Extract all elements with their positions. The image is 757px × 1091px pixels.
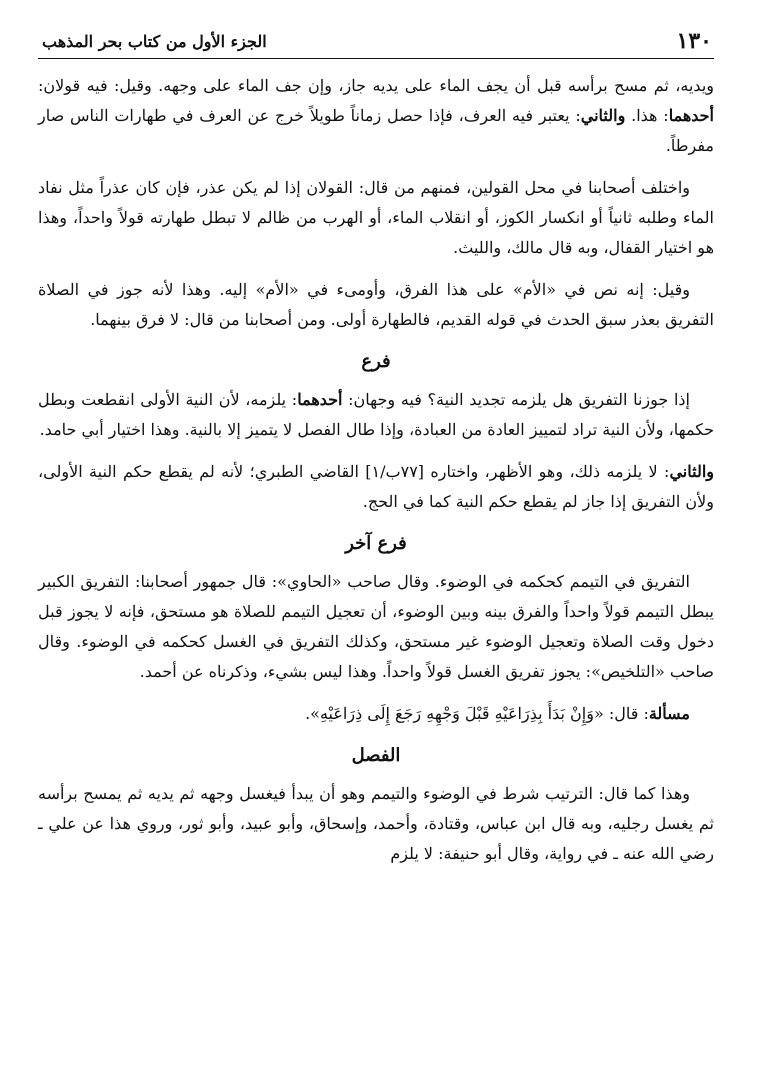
text-run: : يلزمه، لأن النية الأولى انقطعت وبطل حكمها، ولأن النية تراد لتمييز العادة من العبادة، وإذا طال الفصل لا يتميز إلا بالنية. وهذا اختيار أبي حامد. (38, 390, 714, 439)
book-title: الجزء الأول من كتاب بحر المذهب (42, 32, 267, 51)
text-run: ويديه، ثم مسح برأسه قبل أن يجف الماء على يديه جاز، وإن جف الماء على وجهه. (158, 76, 715, 95)
paragraph (38, 275, 714, 335)
page-body (38, 71, 714, 869)
bold-term: والثاني (580, 106, 626, 125)
text-run: التفريق في التيمم كحكمه في الوضوء. وقال صاحب «الحاوي»: قال جمهور أصحابنا: التفريق الكبير يبطل التيمم قولاً واحداً والفرق بينه وبين الوضوء، أن تعجيل التيمم للصلاة هو مستحق، فإنه لا يجوز قبل دخول وقت الصلاة وتعجيل الوضوء غير مستحق، وكذلك التفريق في الغسل كحكمه في الوضوء. وقال صاحب «التلخيص»: يجوز تفريق الغسل قولاً واحداً. وهذا ليس بشيء، وذكرناه عن أحمد. (38, 572, 715, 681)
running-head (38, 28, 714, 59)
bold-term: أحدهما (297, 390, 343, 409)
paragraph (38, 567, 714, 687)
bold-term: أحدهما (668, 106, 714, 125)
page (38, 28, 714, 881)
text-run: إذا جوزنا التفريق هل يلزمه تجديد النية؟ فيه وجهان: (342, 390, 690, 409)
text-run: وقيل: فيه قولان: (38, 76, 159, 95)
text-run: وقيل: إنه نص في «الأم» على هذا الفرق، وأومىء في «الأم» إليه. وهذا لأنه جوز في الصلاة التفريق بعذر سبق الحدث في قوله القديم، فالطهارة أولى. ومن أصحابنا من قال: لا فرق بينهما. (38, 280, 714, 329)
section-heading: فرع آخر (345, 533, 407, 554)
text-run: وهذا كما قال: الترتيب شرط في الوضوء والتيمم وهو أن يبدأ فيغسل وجهه ثم يديه ثم يمسح برأسه ثم يغسل رجليه، وبه قال ابن عباس، وقتادة، وأحمد، وإسحاق، وأبو عبيد، وأبو ثور، وروي هذا عن علي ـ رضي الله عنه ـ في رواية، وقال أبو حنيفة: لا يلزم (38, 784, 714, 863)
paragraph (38, 779, 714, 869)
bold-term: مسألة (648, 704, 690, 723)
text-run: : قال: «وَإِنْ بَدَأَ بِذِرَاعَيْهِ قَبْلَ وَجْهِهِ رَجَعَ إِلَى ذِرَاعَيْهِ». (305, 704, 649, 723)
paragraph (38, 71, 714, 161)
paragraph (38, 457, 714, 517)
page-number: ١٣٠ (676, 28, 712, 54)
paragraph (38, 385, 714, 445)
paragraph (38, 173, 714, 263)
section-heading: الفصل (351, 745, 401, 766)
text-run: : يعتبر فيه العرف، فإذا حصل زماناً طويلاً خرج عن العرف في طهارات الناس صار مفرطاً. (38, 106, 714, 155)
section-heading: فرع (361, 351, 391, 372)
bold-term: والثاني (669, 462, 714, 481)
paragraph (38, 699, 714, 729)
text-run: : هذا. (625, 106, 669, 125)
text-run: واختلف أصحابنا في محل القولين، فمنهم من قال: القولان إذا لم يكن عذر، فإن كان عذراً مثل نفاد الماء وطلبه ثانياً أو انكسار الكوز، أو انقلاب الماء، أو الهرب من ظالم لا تبطل طهارته قولاً واحداً، وهذا هو اختيار القفال، وبه قال مالك، والليث. (38, 178, 715, 257)
text-run: : لا يلزمه ذلك، وهو الأظهر، واختاره [٧٧ب/١] القاضي الطبري؛ لأنه لم يقطع حكم النية الأولى، ولأن التفريق إذا جاز لم يقطع حكم النية كما في الحج. (38, 462, 714, 511)
